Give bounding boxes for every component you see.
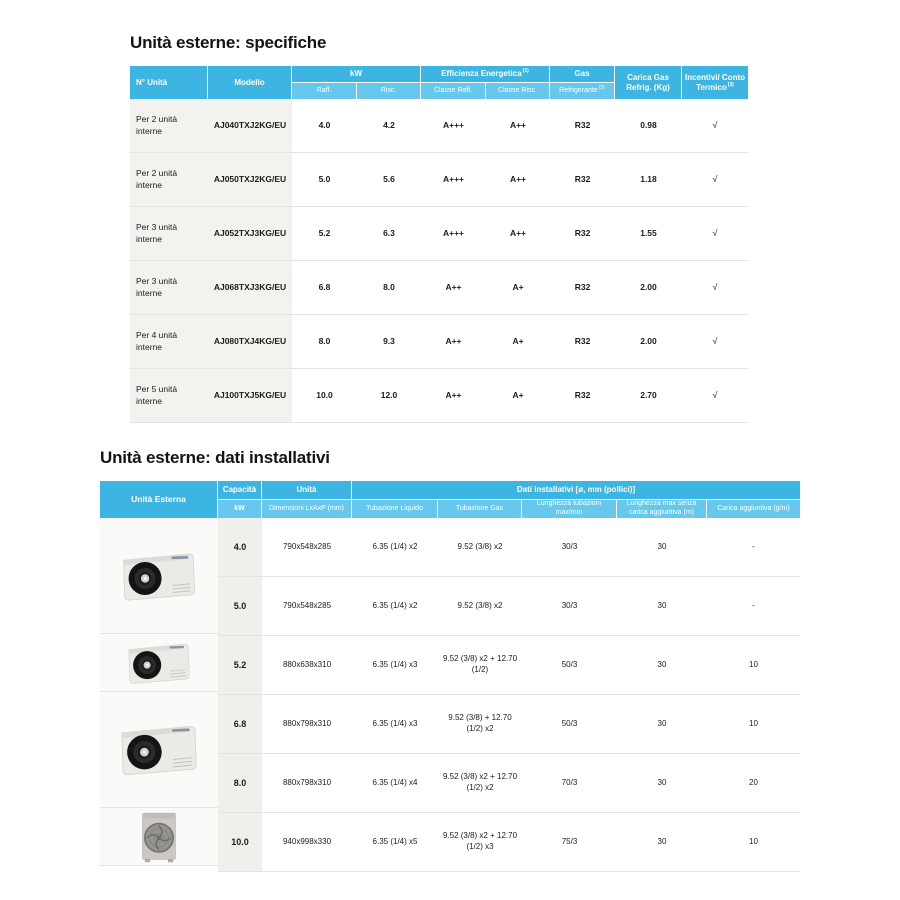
outdoor-unit-photo-large	[100, 692, 218, 808]
install-data-rows	[218, 518, 800, 872]
cell-tubazione-liquido: 6.35 (1/4) x3	[372, 659, 418, 669]
cell-raff: 10.0	[316, 389, 333, 400]
install-table-body	[100, 518, 800, 872]
cell-carica-aggiuntiva: 10	[749, 718, 758, 728]
specs-table-body	[130, 99, 748, 423]
column-header-n-unita: N° Unità	[130, 66, 208, 99]
cell-raff: 8.0	[318, 335, 331, 346]
column-group-dati-installativi: Dati installativi [ø, mm (pollici)]	[352, 481, 800, 500]
cell-classe-raff: A+++	[442, 227, 465, 238]
cell-dimensioni: 880x638x310	[282, 659, 332, 669]
cell-raff: 5.0	[318, 173, 331, 184]
cell-n-unita: Per 5 unità interne	[130, 369, 208, 422]
section-title-specifiche: Unità esterne: specifiche	[130, 33, 327, 52]
cell-modello: AJ068TXJ3KG/EU	[208, 261, 292, 314]
outdoor-unit-photo-tall	[100, 808, 218, 866]
column-header-classe-risc: Classe Risc.	[486, 83, 550, 99]
cell-n-unita: Per 4 unità interne	[130, 315, 208, 368]
cell-tubazione-liquido: 6.35 (1/4) x3	[372, 718, 418, 728]
cell-tubazione-liquido: 6.35 (1/4) x4	[372, 777, 418, 787]
cell-raff: 6.8	[318, 281, 331, 292]
cell-gas: R32	[574, 281, 591, 292]
cell-carica-aggiuntiva: -	[752, 600, 755, 610]
cell-lunghezza-max: 30	[657, 777, 667, 787]
outdoor-unit-illustration	[136, 811, 182, 863]
cell-incentivi-check: √	[712, 390, 718, 401]
cell-carica-aggiuntiva: 10	[749, 836, 758, 846]
cell-lunghezza-tubazioni: 50/3	[561, 659, 578, 669]
column-header-incentivi: Incentivi/ Conto Termico$^{(3)}$	[682, 66, 748, 99]
cell-lunghezza-max: 30	[657, 718, 667, 728]
cell-carica: 1.18	[640, 173, 657, 184]
cell-classe-raff: A+++	[442, 119, 465, 130]
cell-classe-raff: A++	[445, 281, 462, 292]
table-row	[218, 813, 800, 872]
cell-risc: 5.6	[383, 173, 395, 184]
cell-dimensioni: 790x548x285	[282, 600, 332, 610]
column-header-lunghezza-tubazioni: Lunghezza tubazioni max/min	[522, 500, 617, 518]
cell-tubazione-gas: 9.52 (3/8) + 12.70 (1/2) x2	[448, 713, 512, 733]
cell-carica: 0.98	[640, 119, 657, 130]
column-header-kw: kW	[218, 500, 262, 518]
cell-incentivi-check: √	[712, 174, 718, 185]
column-header-modello: Modello	[208, 66, 292, 99]
column-group-efficienza: Efficienza Energetica (1)	[421, 66, 550, 83]
specs-table-header	[130, 66, 748, 99]
cell-lunghezza-tubazioni: 30/3	[561, 541, 578, 551]
cell-capacita: 5.0	[218, 577, 262, 635]
cell-gas: R32	[574, 119, 591, 130]
cell-tubazione-gas: 9.52 (3/8) x2 + 12.70 (1/2) x2	[442, 772, 518, 792]
cell-capacita: 5.2	[218, 636, 262, 694]
column-header-refrigerante: Refrigerante (2)	[550, 83, 615, 99]
outdoor-unit-photo-medium	[100, 634, 218, 692]
cell-modello: AJ080TXJ4KG/EU	[208, 315, 292, 368]
cell-classe-risc: A++	[509, 173, 527, 184]
cell-classe-raff: A++	[445, 389, 462, 400]
cell-carica-aggiuntiva: 10	[749, 659, 758, 669]
cell-modello: AJ052TXJ3KG/EU	[208, 207, 292, 260]
cell-capacita: 10.0	[218, 813, 262, 871]
install-section	[100, 448, 800, 872]
cell-n-unita: Per 3 unità interne	[130, 261, 208, 314]
column-header-classe-raff: Classe Raff.	[421, 83, 486, 99]
cell-tubazione-liquido: 6.35 (1/4) x5	[372, 836, 418, 846]
unit-image-column	[100, 518, 218, 872]
cell-tubazione-gas: 9.52 (3/8) x2	[457, 600, 503, 610]
cell-classe-risc: A++	[509, 119, 527, 130]
cell-lunghezza-max: 30	[657, 836, 667, 846]
table-row	[130, 315, 748, 369]
cell-classe-risc: A+	[512, 281, 524, 292]
column-group-kw: kW	[292, 66, 421, 83]
cell-capacita: 8.0	[218, 754, 262, 812]
section-title-dati-installativi: Unità esterne: dati installativi	[100, 448, 330, 467]
cell-lunghezza-max: 30	[657, 541, 667, 551]
cell-capacita: 6.8	[218, 695, 262, 753]
cell-dimensioni: 790x548x285	[282, 541, 332, 551]
cell-n-unita: Per 2 unità interne	[130, 99, 208, 152]
outdoor-unit-photo-small	[100, 518, 218, 634]
column-group-unita: Unità	[262, 481, 352, 500]
cell-dimensioni: 880x798x310	[282, 718, 332, 728]
cell-classe-risc: A+	[512, 335, 524, 346]
cell-risc: 4.2	[383, 119, 395, 130]
cell-incentivi-check: √	[712, 120, 718, 131]
table-row	[130, 207, 748, 261]
cell-carica: 2.00	[640, 335, 657, 346]
cell-carica: 2.00	[640, 281, 657, 292]
outdoor-unit-illustration	[115, 721, 203, 778]
column-header-lunghezza-max: Lunghezza max senza carica aggiuntiva (m)	[617, 500, 707, 518]
outdoor-unit-illustration	[117, 549, 201, 603]
cell-tubazione-gas: 9.52 (3/8) x2 + 12.70 (1/2) x3	[442, 831, 518, 851]
column-header-carica-gas: Carica Gas Refrig. (Kg)	[615, 66, 682, 99]
specs-section	[130, 33, 748, 423]
cell-raff: 5.2	[318, 227, 331, 238]
table-row	[130, 369, 748, 423]
cell-modello: AJ050TXJ2KG/EU	[208, 153, 292, 206]
column-group-gas: Gas	[550, 66, 615, 83]
column-header-raff: Raff.	[292, 83, 357, 99]
column-group-capacita: Capacità	[218, 481, 262, 500]
outdoor-unit-illustration	[123, 640, 195, 686]
cell-lunghezza-tubazioni: 75/3	[561, 836, 578, 846]
cell-carica-aggiuntiva: -	[752, 541, 755, 551]
cell-risc: 6.3	[383, 227, 395, 238]
column-header-unita-esterna: Unità Esterna	[100, 481, 218, 518]
cell-tubazione-gas: 9.52 (3/8) x2 + 12.70 (1/2)	[442, 654, 518, 674]
cell-n-unita: Per 2 unità interne	[130, 153, 208, 206]
cell-n-unita: Per 3 unità interne	[130, 207, 208, 260]
cell-incentivi-check: √	[712, 228, 718, 239]
table-row	[218, 577, 800, 636]
cell-classe-raff: A++	[445, 335, 462, 346]
table-row	[218, 695, 800, 754]
cell-modello: AJ100TXJ5KG/EU	[208, 369, 292, 422]
column-header-carica-aggiuntiva: Carica aggiuntiva (g/m)	[707, 500, 800, 518]
cell-gas: R32	[574, 335, 591, 346]
cell-gas: R32	[574, 227, 591, 238]
cell-classe-risc: A++	[509, 227, 527, 238]
cell-carica-aggiuntiva: 20	[749, 777, 758, 787]
cell-lunghezza-tubazioni: 70/3	[561, 777, 578, 787]
cell-classe-risc: A+	[512, 389, 524, 400]
column-header-tubazione-liquido: Tubazione Liquido	[352, 500, 438, 518]
cell-risc: 9.3	[383, 335, 395, 346]
cell-carica: 2.70	[640, 389, 657, 400]
cell-carica: 1.55	[640, 227, 657, 238]
cell-capacita: 4.0	[218, 518, 262, 576]
table-row	[218, 518, 800, 577]
table-row	[130, 99, 748, 153]
cell-lunghezza-tubazioni: 30/3	[561, 600, 578, 610]
cell-tubazione-liquido: 6.35 (1/4) x2	[372, 600, 418, 610]
cell-tubazione-liquido: 6.35 (1/4) x2	[372, 541, 418, 551]
cell-tubazione-gas: 9.52 (3/8) x2	[457, 541, 503, 551]
cell-classe-raff: A+++	[442, 173, 465, 184]
table-row	[130, 153, 748, 207]
install-table-header	[100, 481, 800, 518]
cell-lunghezza-max: 30	[657, 600, 667, 610]
column-header-dimensioni: Dimensioni LxAxP (mm)	[262, 500, 352, 518]
cell-dimensioni: 940x998x330	[282, 836, 332, 846]
cell-incentivi-check: √	[712, 282, 718, 293]
table-row	[130, 261, 748, 315]
cell-risc: 12.0	[380, 389, 398, 400]
column-header-risc: Risc.	[357, 83, 421, 99]
cell-incentivi-check: √	[712, 336, 718, 347]
cell-lunghezza-tubazioni: 50/3	[561, 718, 578, 728]
table-row	[218, 754, 800, 813]
cell-lunghezza-max: 30	[657, 659, 667, 669]
cell-risc: 8.0	[383, 281, 395, 292]
cell-modello: AJ040TXJ2KG/EU	[208, 99, 292, 152]
cell-gas: R32	[574, 173, 591, 184]
cell-raff: 4.0	[318, 119, 331, 130]
column-header-tubazione-gas: Tubazione Gas	[438, 500, 522, 518]
table-row	[218, 636, 800, 695]
cell-dimensioni: 880x798x310	[282, 777, 332, 787]
cell-gas: R32	[574, 389, 591, 400]
